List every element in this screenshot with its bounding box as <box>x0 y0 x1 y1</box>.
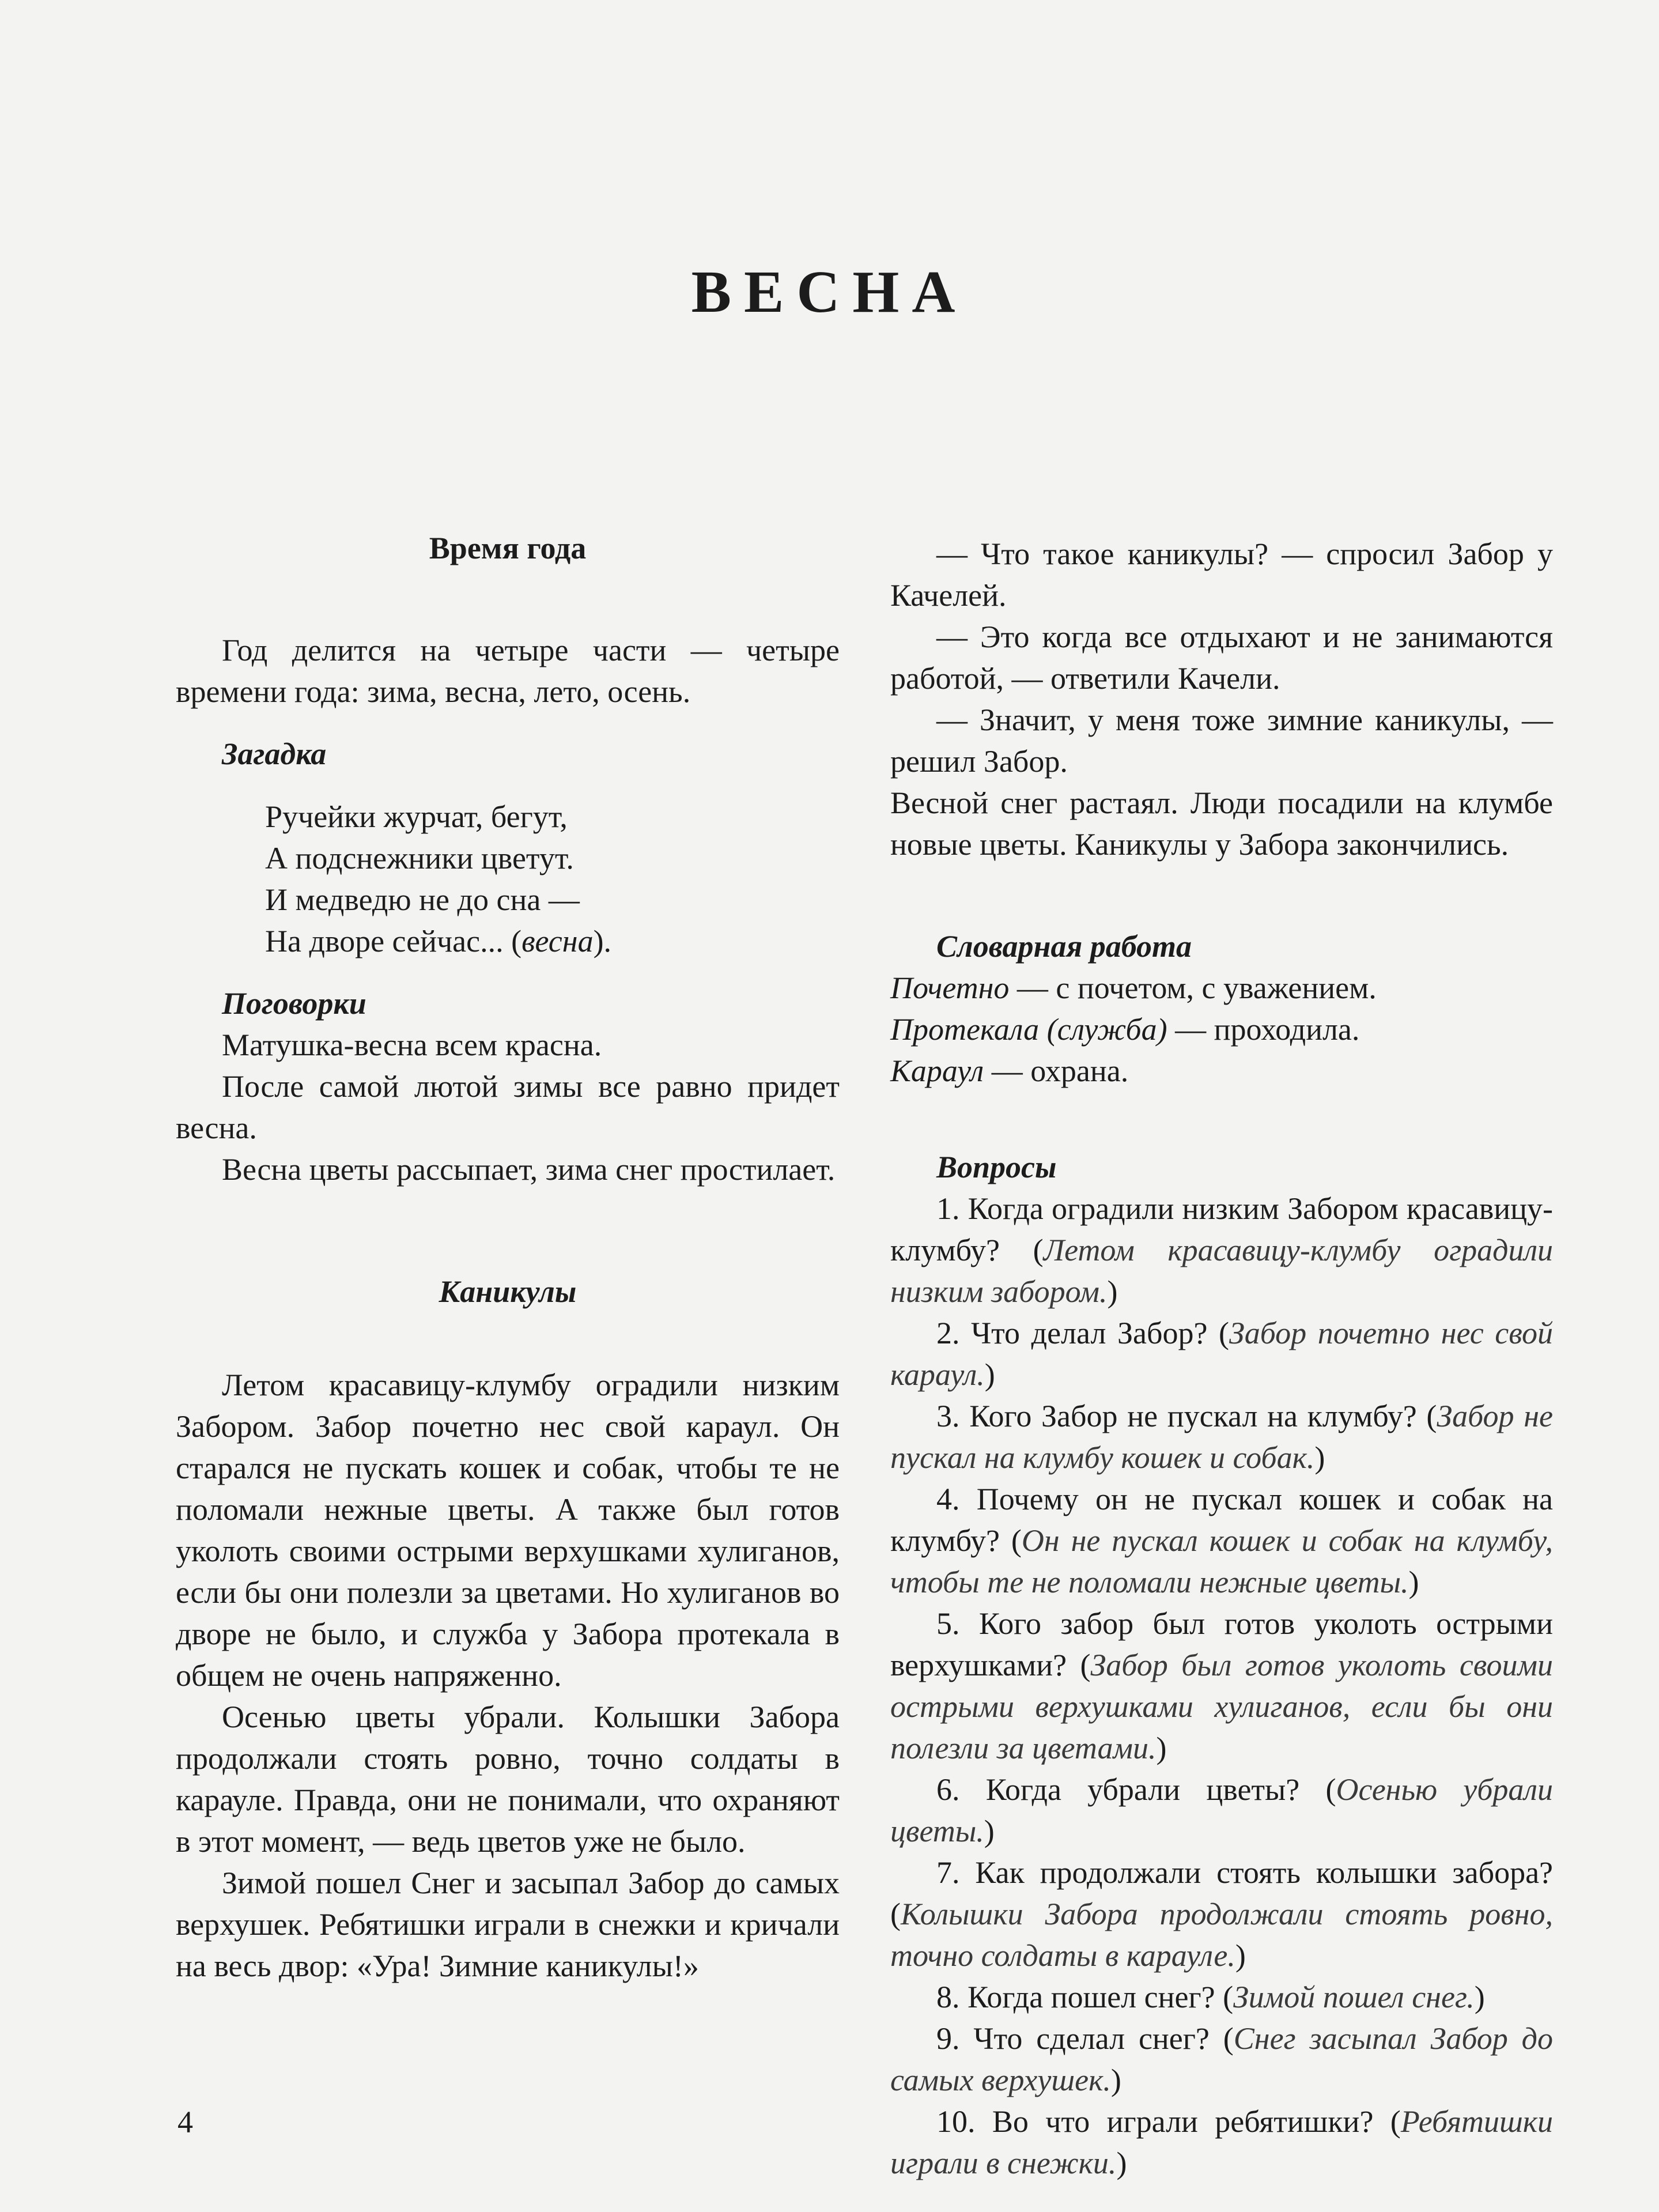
riddle-last-suffix: ). <box>593 924 612 958</box>
question-item <box>890 1188 1553 1312</box>
story-heading: Каникулы <box>439 1274 577 1309</box>
question-text: 4. Почему он не пускал кошек и собак на клумбу? ( <box>890 1482 1553 1558</box>
saying-item: После самой лютой зимы все равно придет весна. <box>176 1069 840 1145</box>
dialogue-line: — Значит, у меня тоже зимние каникулы, — решил Забор. <box>890 703 1553 779</box>
vocab-term: Протекала (служба) <box>890 1012 1167 1047</box>
riddle-line: А подснежники цветут. <box>265 841 574 875</box>
question-text: 7. Как продолжали стоять колышки забора? ( <box>890 1855 1553 1931</box>
question-end: ) <box>1156 1731 1167 1765</box>
seasons-intro: Год делится на четыре части — четыре времени года: зима, весна, лето, осень. <box>176 633 840 709</box>
riddle-last-prefix: На дворе сейчас... ( <box>265 924 522 958</box>
dialogue-line: — Что такое каникулы? — спросил Забор у Качелей. <box>890 537 1553 613</box>
question-answer: Зимой пошел снег. <box>1233 1980 1475 2014</box>
story-paragraph: Летом красавицу-клумбу оградили низким Забором. Забор почетно нес свой караул. Он старался не пускать кошек и собак, чтобы те не поломали нежные цветы. А также был готов уколоть своими острыми верхушками хулиганов, если бы они полезли за цветами. Но хулиганов во дворе не было, и служба у Забора протекала в общем не очень напряженно. <box>176 1368 840 1693</box>
question-end: ) <box>1116 2146 1127 2180</box>
question-text: 8. Когда пошел снег? ( <box>936 1980 1234 2014</box>
question-item <box>890 1976 1553 2018</box>
question-end: ) <box>1110 2063 1121 2097</box>
vocab-definition: — проходила. <box>1167 1012 1360 1047</box>
vocab-term: Почетно <box>890 971 1010 1005</box>
question-text: 1. Когда оградили низким Забором красавицу-клумбу? ( <box>890 1191 1553 1267</box>
question-answer: Ребятишки играли в снежки. <box>890 2104 1553 2180</box>
question-text: 2. Что делал Забор? ( <box>936 1316 1229 1350</box>
question-answer: Забор был готов уколоть своими острыми верхушками хулиганов, если бы они полезли за цветами. <box>890 1648 1553 1765</box>
page-title: ВЕСНА <box>691 259 968 325</box>
saying-item: Весна цветы рассыпает, зима снег простилает. <box>222 1152 836 1187</box>
vocabulary-item <box>890 1050 1553 1092</box>
question-item <box>890 2018 1553 2101</box>
question-item <box>890 2101 1553 2184</box>
riddle-heading: Загадка <box>222 737 327 771</box>
question-end: ) <box>1408 1565 1419 1599</box>
question-end: ) <box>1474 1980 1485 2014</box>
section-heading-seasons: Время года <box>429 531 587 565</box>
riddle-line: И медведю не до сна — <box>265 882 580 917</box>
question-end: ) <box>1314 1440 1325 1475</box>
riddle-line: Ручейки журчат, бегут, <box>265 799 568 834</box>
riddle-line-last <box>265 920 840 962</box>
question-text: 10. Во что играли ребятишки? ( <box>936 2104 1401 2139</box>
dialogue-line: — Это когда все отдыхают и не занимаются работой, — ответили Качели. <box>890 620 1553 696</box>
question-end: ) <box>1107 1274 1118 1309</box>
question-text: 9. Что сделал снег? ( <box>936 2021 1234 2056</box>
sayings-heading: Поговорки <box>222 986 366 1021</box>
story-ending: Весной снег растаял. Люди посадили на клумбе новые цветы. Каникулы у Забора закончились. <box>890 786 1553 862</box>
question-text: 5. Кого забор был готов уколоть острыми верхушками? ( <box>890 1606 1553 1682</box>
riddle-poem <box>176 796 840 962</box>
question-item <box>890 1478 1553 1603</box>
question-answer: Осенью убрали цветы. <box>890 1772 1553 1848</box>
question-answer: Он не пускал кошек и собак на клумбу, чтобы те не поломали нежные цветы. <box>890 1523 1553 1599</box>
question-item <box>890 1603 1553 1769</box>
question-answer: Летом красавицу-клумбу оградили низким забором. <box>890 1233 1553 1309</box>
question-end: ) <box>984 1814 995 1848</box>
vocab-definition: — с почетом, с уважением. <box>1009 971 1377 1005</box>
question-answer: Забор не пускал на клумбу кошек и собак. <box>890 1399 1553 1475</box>
question-answer: Забор почетно нес свой караул. <box>890 1316 1553 1392</box>
story-paragraph: Зимой пошел Снег и засыпал Забор до самых верхушек. Ребятишки играли в снежки и кричали на весь двор: «Ура! Зимние каникулы!» <box>176 1866 840 1983</box>
vocabulary-item <box>890 1009 1553 1050</box>
question-answer: Снег засыпал Забор до самых верхушек. <box>890 2021 1553 2097</box>
vocabulary-item <box>890 967 1553 1009</box>
question-answer: Колышки Забора продолжали стоять ровно, точно солдаты в карауле. <box>890 1897 1553 1973</box>
vocabulary-heading: Словарная работа <box>936 929 1192 964</box>
question-item <box>890 1769 1553 1852</box>
saying-item: Матушка-весна всем красна. <box>222 1028 602 1062</box>
question-item <box>890 1852 1553 1976</box>
page-number: 4 <box>177 2105 193 2139</box>
question-end: ) <box>984 1357 995 1392</box>
question-end: ) <box>1235 1938 1246 1973</box>
left-column <box>176 527 840 1987</box>
vocab-definition: — охрана. <box>984 1054 1129 1088</box>
question-text: 6. Когда убрали цветы? ( <box>936 1772 1336 1807</box>
riddle-answer: весна <box>521 924 594 958</box>
question-item <box>890 1312 1553 1395</box>
vocab-term: Караул <box>890 1054 984 1088</box>
question-item <box>890 1395 1553 1478</box>
right-column <box>890 533 1553 2184</box>
question-text: 3. Кого Забор не пускал на клумбу? ( <box>936 1399 1437 1433</box>
questions-heading: Вопросы <box>936 1150 1057 1184</box>
story-paragraph: Осенью цветы убрали. Колышки Забора продолжали стоять ровно, точно солдаты в карауле. Правда, они не понимали, что охраняют в этот момент, — ведь цветов уже не было. <box>176 1700 840 1859</box>
